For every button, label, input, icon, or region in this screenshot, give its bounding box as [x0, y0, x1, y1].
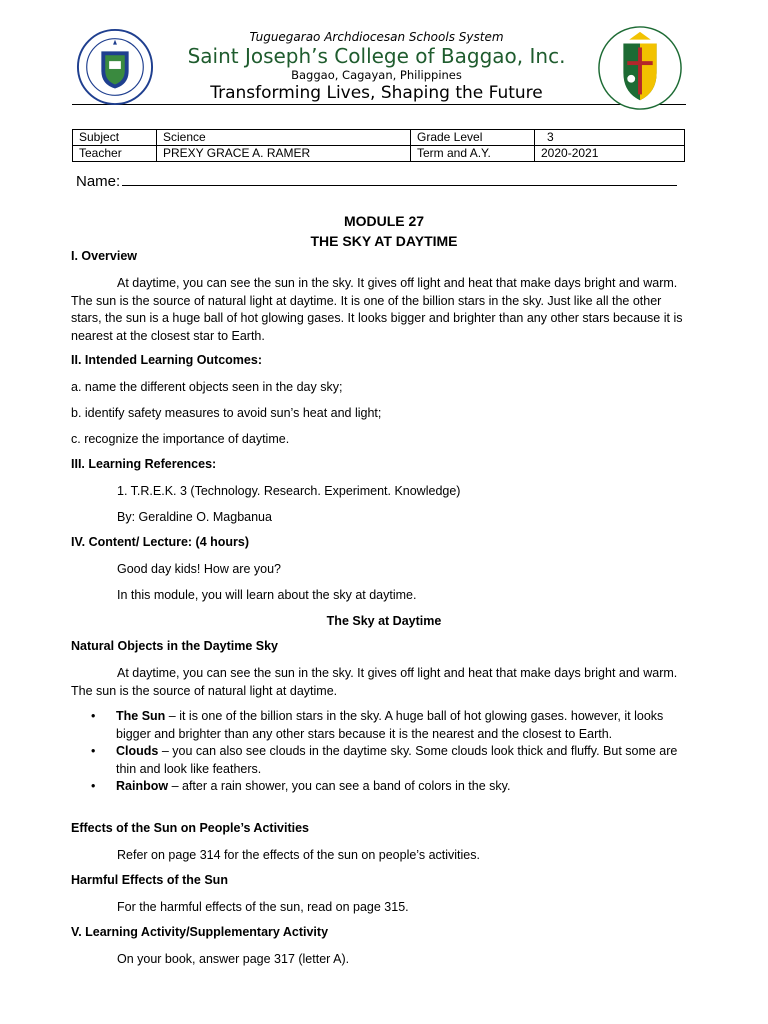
bullet-text: – you can also see clouds in the daytime sky. Some clouds look thick and fluffy. But some are thin and look like feathers. [116, 744, 678, 776]
term-value: 2020-2021 [535, 146, 685, 162]
school-motto: Transforming Lives, Shaping the Future [210, 83, 543, 103]
activity-text: On your book, answer page 317 (letter A). [117, 952, 350, 966]
harmful-effects-text: For the harmful effects of the sun, read on page 315. [117, 900, 409, 914]
list-item [71, 778, 686, 796]
intro-text: In this module, you will learn about the sky at daytime. [117, 588, 417, 602]
subject-value: Science [157, 130, 411, 146]
school-header [72, 24, 686, 105]
header-text [162, 24, 591, 104]
outcome-b: b. identify safety measures to avoid sun’s heat and light; [71, 406, 382, 420]
teacher-label: Teacher [73, 146, 157, 162]
school-location: Baggao, Cagayan, Philippines [291, 68, 462, 82]
bullet-text: – after a rain shower, you can see a band of colors in the sky. [168, 779, 511, 793]
harmful-effects-heading: Harmful Effects of the Sun [71, 873, 228, 887]
content-heading: IV. Content/ Lecture: (4 hours) [71, 535, 250, 549]
overview-paragraph [71, 275, 686, 345]
college-seal-logo [76, 28, 154, 106]
bullet-term: Rainbow [116, 779, 169, 793]
teacher-value: PREXY GRACE A. RAMER [157, 146, 411, 162]
outcome-c: c. recognize the importance of daytime. [71, 432, 290, 446]
list-item [71, 743, 686, 778]
bullet-icon: • [91, 744, 96, 758]
school-name: Saint Joseph’s College of Baggao, Inc. [187, 44, 566, 68]
overview-heading: I. Overview [71, 249, 138, 263]
grade-level-label: Grade Level [411, 130, 535, 146]
module-number: MODULE 27 [343, 213, 425, 229]
subject-label: Subject [73, 130, 157, 146]
student-name-line [76, 173, 677, 190]
archdiocesan-schools-seal-logo [596, 24, 684, 112]
greeting-text: Good day kids! How are you? [117, 562, 281, 576]
activity-heading: V. Learning Activity/Supplementary Activity [71, 925, 329, 939]
natural-objects-text: At daytime, you can see the sun in the sky. It gives off light and heat that make days bright and warm. The sun is the source of natural light at daytime. [71, 666, 678, 698]
table-row [73, 146, 685, 162]
module-title: THE SKY AT DAYTIME [310, 233, 458, 249]
term-label: Term and A.Y. [411, 146, 535, 162]
bullet-term: The Sun [116, 709, 166, 723]
natural-objects-paragraph [71, 665, 686, 700]
lesson-subtitle: The Sky at Daytime [326, 614, 442, 628]
reference-book: 1. T.R.E.K. 3 (Technology. Research. Experiment. Knowledge) [117, 484, 461, 498]
bullet-icon: • [91, 779, 96, 793]
list-item [71, 708, 686, 743]
effects-heading: Effects of the Sun on People’s Activities [71, 821, 310, 835]
references-heading: III. Learning References: [71, 457, 217, 471]
overview-text: At daytime, you can see the sun in the sky. It gives off light and heat that make days bright and warm. The sun is the source of natural light at daytime. It is one of the billion stars in the sky. Just like all the other stars, the sun is a huge ball of hot glowing gases. It looks bigger and brighter than any other stars because it is nearest at the closest star to Earth. [71, 276, 683, 343]
name-label: Name: [76, 173, 121, 190]
name-blank[interactable] [122, 173, 677, 186]
outcome-a: a. name the different objects seen in the day sky; [71, 380, 343, 394]
grade-level-value: 3 [535, 130, 685, 146]
reference-author: By: Geraldine O. Magbanua [117, 510, 272, 524]
outcomes-heading: II. Intended Learning Outcomes: [71, 353, 262, 367]
course-info-table [72, 129, 685, 162]
bullet-text: – it is one of the billion stars in the sky. A huge ball of hot glowing gases. however, it looks bigger and brighter than any other stars because it is the nearest and the closest to Earth. [116, 709, 664, 741]
bullet-term: Clouds [116, 744, 159, 758]
natural-objects-heading: Natural Objects in the Daytime Sky [71, 639, 279, 653]
daytime-objects-list [71, 708, 686, 796]
bullet-icon: • [91, 709, 96, 723]
table-row [73, 130, 685, 146]
school-system-name: Tuguegarao Archdiocesan Schools System [249, 30, 504, 44]
effects-text: Refer on page 314 for the effects of the sun on people’s activities. [117, 848, 480, 862]
